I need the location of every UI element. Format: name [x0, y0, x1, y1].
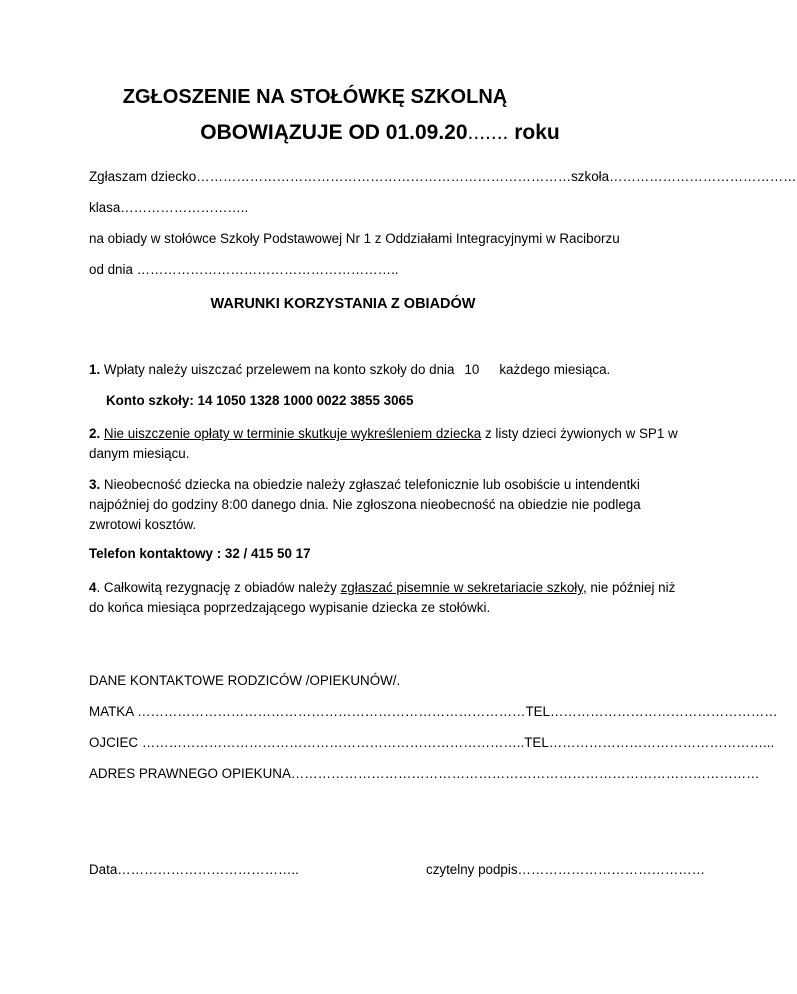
condition-2-underlined: Nie uiszczenie opłaty w terminie skutkuje wykreśleniem dziecka: [103, 426, 482, 441]
signature-line: czytelny podpis……………………………………: [426, 862, 706, 877]
form-title: ZGŁOSZENIE NA STOŁÓWKĘ SZKOLNĄ: [122, 86, 508, 108]
father-line: OJCIEC …………………………………………………………………………..TEL…………………………………………...: [89, 735, 775, 750]
contacts-heading: DANE KONTAKTOWE RODZICÓW /OPIEKUNÓW/.: [89, 673, 401, 688]
mother-line: MATKA ……………………………………………………………………………TEL……………………………………………: [89, 704, 778, 719]
condition-1-day: 10: [464, 362, 480, 377]
condition-3-text: Nieobecność dziecka na obiedzie należy zgłaszać telefonicznie lub osobiście u intendentki najpóźniej do godziny 8:00 danego dnia. Nie zgłoszona nieobecność na obiedzie nie podlega zwrotowi kosztów.: [89, 477, 641, 532]
condition-1-text: Wpłaty należy uiszczać przelewem na konto szkoły do dnia: [100, 362, 455, 377]
condition-2: [89, 424, 689, 464]
condition-4-underlined: zgłaszać pisemnie w sekretariacie szkoły,: [340, 580, 587, 595]
guardian-address-line: ADRES PRAWNEGO OPIEKUNA……………………………………………………………………………………………: [89, 766, 760, 781]
bank-account: Konto szkoły: 14 1050 1328 1000 0022 3855 3065: [106, 393, 414, 408]
condition-1-number: 1.: [89, 362, 101, 377]
school-blank: ……………………………………: [609, 169, 797, 184]
canteen-line: na obiady w stołówce Szkoły Podstawowej Nr 1 z Oddziałami Integracyjnymi w Raciborzu: [89, 231, 620, 246]
year-suffix: roku: [508, 121, 560, 144]
valid-from-label: OBOWIĄZUJE OD 01.09.20: [200, 121, 468, 144]
condition-2-number: 2.: [89, 426, 101, 441]
condition-4-number: 4: [89, 580, 97, 595]
year-blank: .......: [467, 121, 509, 144]
from-date-line: od dnia …………………………………………………..: [89, 262, 399, 277]
child-label: Zgłaszam dziecko: [89, 169, 197, 184]
condition-3-number: 3.: [89, 477, 101, 492]
form-subtitle: [0, 121, 768, 145]
condition-1-end: każdego miesiąca.: [499, 362, 611, 377]
condition-4-text: . Całkowitą rezygnację z obiadów należy: [96, 580, 341, 595]
condition-2-text: z listy dzieci żywionych w SP1 w danym miesiącu.: [89, 426, 678, 461]
condition-1: [89, 362, 610, 377]
conditions-heading: WARUNKI KORZYSTANIA Z OBIADÓW: [210, 296, 476, 312]
class-line: klasa………………………..: [89, 200, 249, 215]
date-line: Data…………………………………..: [89, 862, 299, 877]
child-name-blank: …………………………………………………………………………: [196, 169, 572, 184]
school-label: szkoła: [571, 169, 610, 184]
condition-4: [89, 578, 689, 618]
condition-4-rest: nie później niż do końca miesiąca poprzedzającego wypisanie dziecka ze stołówki.: [89, 580, 676, 615]
child-line: [89, 169, 797, 184]
condition-3: [89, 475, 689, 535]
contact-phone: Telefon kontaktowy : 32 / 415 50 17: [89, 546, 311, 561]
